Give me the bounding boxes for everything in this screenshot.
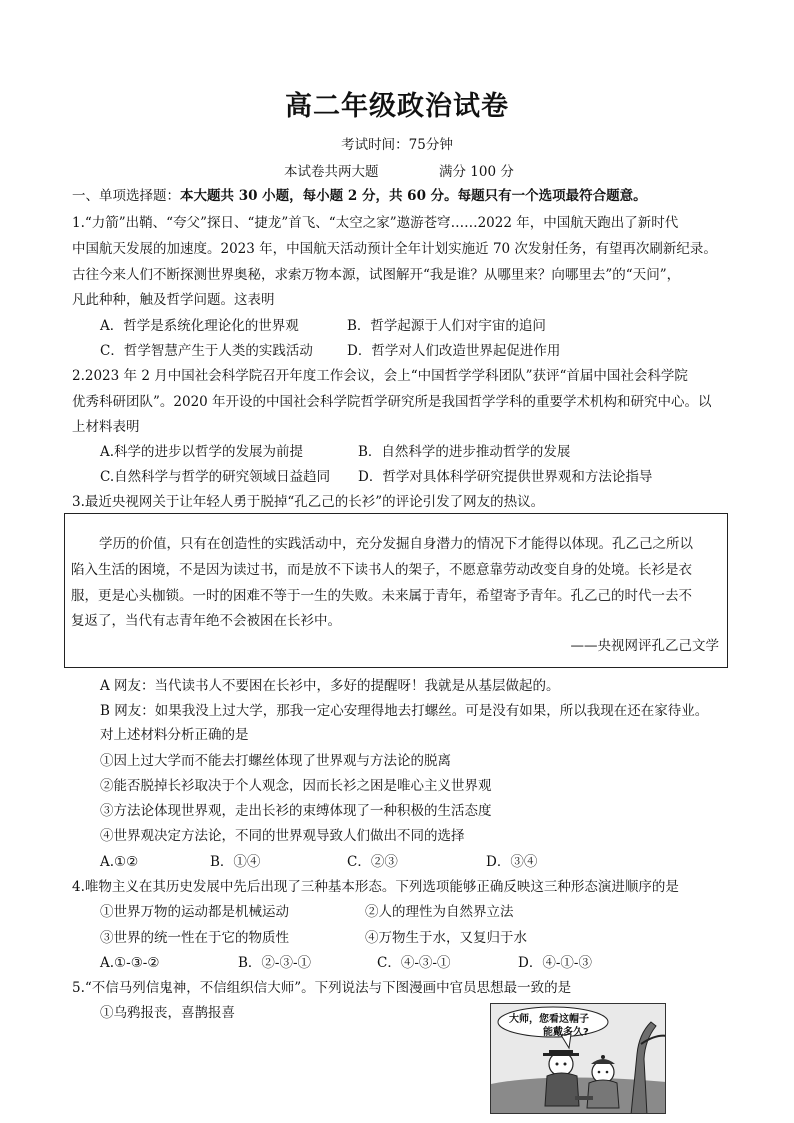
q3-option-a: A.①②	[100, 854, 139, 870]
cartoon-bubble-line-1: 大师，您看这帽子	[509, 1014, 589, 1025]
cartoon-bubble-line-2: 能戴多久?	[543, 1027, 589, 1038]
q1-line: 古往今来人们不断探测世界奥秘，求索万物本源，试图解开“我是谁？从哪里来？向哪里去”的“天问”，	[72, 267, 681, 283]
q3-intro: 3.最近央视网关于让年轻人勇于脱掉“孔乙己的长衫”的评论引发了网友的热议。	[72, 494, 545, 510]
section-instructions: 本大题共 30 小题，每小题 2 分，共 60 分。每题只有一个选项最符合题意。	[180, 188, 647, 204]
q2-option-d: D．哲学对具体科学研究提供世界观和方法论指导	[358, 469, 653, 485]
q3-material-source: ——央视网评孔乙己文学	[570, 638, 719, 654]
q4-statement: ②人的理性为自然界立法	[365, 904, 514, 920]
q1-option-a: A．哲学是系统化理论化的世界观	[100, 318, 299, 334]
q3-statement: ③方法论体现世界观，走出长衫的束缚体现了一种积极的生活态度	[100, 803, 492, 819]
q3-option-b: B．①④	[210, 854, 261, 870]
exam-time: 考试时间：75分钟	[341, 137, 453, 153]
q1-line: 中国航天发展的加速度。2023 年，中国航天活动预计全年计划实施近 70 次发射任务，有望再次刷新纪录。	[72, 241, 717, 257]
exam-info-left: 本试卷共两大题	[284, 164, 379, 180]
q1-line: 1.“力箭”出鞘、“夸父”探日、“捷龙”首飞、“太空之家”遨游苍穹……2022 年，中国航天跑出了新时代	[72, 215, 679, 231]
q4-statement: ③世界的统一性在于它的物质性	[100, 930, 289, 946]
q3-option-d: D．③④	[486, 854, 538, 870]
q3-comment-a: A 网友：当代读书人不要困在长衫中，多好的提醒呀！我就是从基层做起的。	[100, 678, 560, 694]
q4-option-a: A.①-③-②	[100, 955, 160, 971]
section-heading	[72, 186, 647, 206]
q3-material-box	[64, 513, 728, 668]
q3-statement: ④世界观决定方法论，不同的世界观导致人们做出不同的选择	[100, 828, 465, 844]
cartoon-image	[490, 1003, 666, 1114]
q3-comment-b: B 网友：如果我没上过大学，那我一定心安理得地去打螺丝。可是没有如果，所以我现在还在家待业。	[100, 703, 709, 719]
section-label: 一、单项选择题：	[72, 188, 180, 204]
q4-option-c: C．④-③-①	[377, 955, 451, 971]
q2-line: 2.2023 年 2 月中国社会科学院召开年度工作会议，会上“中国哲学学科团队”获评“首届中国社会科学院	[72, 368, 688, 384]
q3-stem: 对上述材料分析正确的是	[100, 727, 249, 743]
q3-statement: ②能否脱掉长衫取决于个人观念，因而长衫之困是唯心主义世界观	[100, 778, 492, 794]
q3-material-line: 复返了，当代有志青年绝不会被困在长衫中。	[71, 613, 341, 629]
q2-option-c: C.自然科学与哲学的研究领域日益趋同	[100, 469, 331, 485]
q1-option-c: C．哲学智慧产生于人类的实践活动	[100, 343, 313, 359]
q4-stem: 4.唯物主义在其历史发展中先后出现了三种基本形态。下列选项能够正确反映这三种形态演进顺序的是	[72, 879, 679, 895]
q5-statement: ①乌鸦报丧，喜鹊报喜	[100, 1005, 235, 1021]
q1-option-d: D．哲学对人们改造世界起促进作用	[347, 343, 561, 359]
q3-option-c: C．②③	[347, 854, 398, 870]
q5-stem: 5.“不信马列信鬼神，不信组织信大师”。下列说法与下图漫画中官员思想最一致的是	[72, 980, 572, 996]
exam-info-right: 满分 100 分	[439, 164, 514, 180]
q3-statement: ①因上过大学而不能去打螺丝体现了世界观与方法论的脱离	[100, 753, 451, 769]
q2-option-b: B．自然科学的进步推动哲学的发展	[358, 444, 571, 460]
q2-line: 上材料表明	[72, 419, 140, 435]
q4-statement: ①世界万物的运动都是机械运动	[100, 904, 289, 920]
exam-title: 高二年级政治试卷	[285, 91, 509, 122]
q4-statement: ④万物生于水，又复归于水	[365, 930, 527, 946]
q3-material-line: 陷入生活的困境，不是因为读过书，而是放不下读书人的架子，不愿意靠劳动改变自身的处境。长衫是衣	[71, 562, 692, 578]
q2-option-a: A.科学的进步以哲学的发展为前提	[100, 444, 304, 460]
q4-option-b: B．②-③-①	[238, 955, 312, 971]
q4-option-d: D．④-①-③	[518, 955, 592, 971]
q1-line: 凡此种种，触及哲学问题。这表明	[72, 292, 275, 308]
q2-line: 优秀科研团队”。2020 年开设的中国社会科学院哲学研究所是我国哲学学科的重要学术机构和研究中心。以	[72, 394, 712, 410]
q1-option-b: B．哲学起源于人们对宇宙的追问	[347, 318, 546, 334]
q3-material-line: 学历的价值，只有在创造性的实践活动中，充分发掘自身潜力的情况下才能得以体现。孔乙己之所以	[99, 536, 693, 552]
q3-material-line: 服，更是心头枷锁。一时的困难不等于一生的失败。未来属于青年，希望寄予青年。孔乙己的时代一去不	[71, 588, 692, 604]
